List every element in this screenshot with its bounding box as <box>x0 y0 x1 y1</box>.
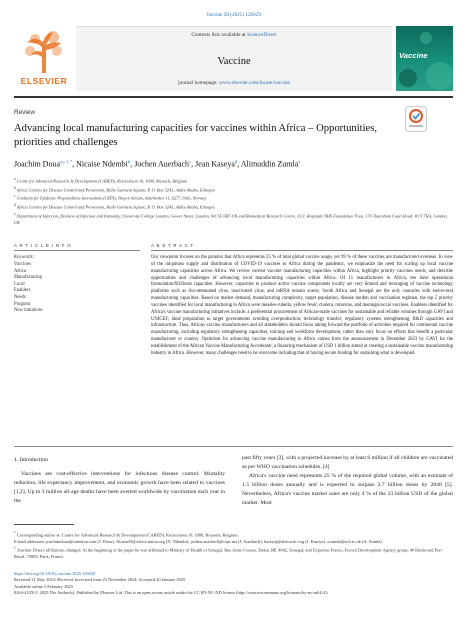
publication-info <box>14 571 454 596</box>
author-name[interactable]: Nicaise Ndembi <box>76 159 128 169</box>
intro-column-right <box>242 454 453 507</box>
keyword-item: Program <box>14 301 31 307</box>
publication-history: Received 21 May 2024; Received in revised form 25 November 2024; Accepted 20 January 2025 <box>14 577 186 583</box>
affiliation-list <box>14 176 454 226</box>
check-for-updates-glyph <box>406 107 426 131</box>
author-separator: , <box>130 159 135 169</box>
cover-title: Vaccine <box>399 51 428 60</box>
keyword-item: Local <box>14 281 25 287</box>
author-separator: , <box>72 159 77 169</box>
section-heading-introduction: 1. Introduction <box>14 457 48 463</box>
publisher-logo[interactable] <box>14 26 74 91</box>
affiliation-item: $^d$ Africa Centres for Disease Control and Prevention, Haile Garment Square, P. O. Box 3243, Addis-Ababa, Ethiopia <box>14 203 215 210</box>
journal-homepage-link[interactable]: www.elsevier.com/locate/vaccine <box>219 80 290 86</box>
keyword-item: Africa <box>14 268 26 274</box>
keyword-item: Vaccines <box>14 262 31 267</box>
keyword-item: Enablers <box>14 288 31 294</box>
elsevier-tree-icon <box>23 29 65 73</box>
journal-masthead <box>14 26 453 91</box>
author-affiliation-mark[interactable]: b <box>127 159 131 164</box>
journal-title: Vaccine <box>217 56 251 67</box>
author-name[interactable]: Alimuddin Zumla <box>240 159 299 169</box>
article-title: Advancing local manufacturing capacities for vaccines within Africa – Opportunities, priorities and challenges <box>14 123 378 148</box>
intro-paragraph: Africa's vaccine need represents 25 % of the required global volume, with an estimate of 1.5 billion doses annually and is expected to surpass 2.7 billion doses by 2040 [5]. Nevertheless, Africa's vaccine market sales are only 4 % of the 33 billion USD of the global market. Most <box>242 472 453 506</box>
author-name[interactable]: Jochen Auerbach <box>134 159 190 169</box>
online-date: Available online 5 February 2025 <box>14 583 73 589</box>
footnote-item: * Corresponding author at: Centre for Advanced Research & Development (CARED), Keizerslaan 10, 1000, Brussels, Belgium. <box>14 531 239 538</box>
contents-line: Contents lists available at ScienceDirect <box>191 32 277 38</box>
abstract-divider <box>151 250 453 251</box>
author-name[interactable]: Joachim Doua <box>14 159 60 169</box>
keywords-list <box>14 262 43 315</box>
keyword-item: Manufacturing <box>14 275 42 281</box>
keyword-item: Needs <box>14 294 26 300</box>
abstract-heading: A B S T R A C T <box>151 243 194 248</box>
affiliation-item: $^a$ Centre for Advanced Research & Development (CARED), Keizerslaan 10, 1000, Brussels, Belgium <box>14 177 188 184</box>
footnote-item: $^1$ Joachim Doua's affiliations changed. At the beginning of the paper he was affiliated to Ministry of Health of Senegal, Rue Aime Cesaire, Dakar, BP, 4042, Senegal; and Expertise France, French Development Agency group, 40 Boulevard Port Royal, 75005, Paris, France. <box>14 546 442 559</box>
article-info-heading: A R T I C L E I N F O <box>14 243 72 248</box>
header-divider <box>14 96 453 98</box>
article-info-divider <box>14 250 140 251</box>
publisher-name: ELSEVIER <box>20 76 68 86</box>
keyword-item: New initiatives <box>14 308 43 314</box>
journal-banner <box>76 26 392 91</box>
license-statement: 0264-410X/© 2025 The Author(s). Published by Elsevier Ltd. This is an open access article under the CC BY-NC-ND license (http://creativecommons.org/licenses/by-nc-nd/4.0/). <box>14 589 329 595</box>
sciencedirect-link[interactable]: ScienceDirect <box>246 32 277 38</box>
footnote-item: E-mail addresses: joachimdoua@caredrsn.com (J. Doua), NicaiseN@africa-union.org (N. Ndembi), jochen.auerbach@cepi.net (J. Auerbach), kaseyaj@africacdc.org (J. Kaseya), a.zumla@ucl.ac.uk (A. Zumla). <box>14 538 383 544</box>
author-affiliation-mark[interactable]: e <box>298 159 301 164</box>
affiliation-item: $^c$ Coalition for Epidemic Preparedness Innovations (CEPI), Skoyen Atrium, Askekroken 11, 0277, Oslo, Norway <box>14 194 207 201</box>
footnotes <box>14 530 454 560</box>
author-separator: , <box>191 159 196 169</box>
author-name[interactable]: Jean Kaseya <box>195 159 235 169</box>
intro-paragraph: past fifty years [3], with a projected increase by at least 6 million if all children are vaccinated as per WHO vaccination schedules. [4] <box>242 455 453 470</box>
keywords-label: Keywords: <box>14 255 35 260</box>
journal-cover[interactable] <box>396 26 453 91</box>
footnote-divider <box>14 524 74 525</box>
abstract-bottom-divider <box>14 446 453 447</box>
author-affiliation-mark[interactable]: d <box>234 159 238 164</box>
affiliation-item: $^e$ Department of Infection, Division of Infection and Immunity, University College London, Gower Street, London, WC1E 6BT UK and Biomedical Research Centre, UCL Hospitals NHS Foundation Trust, 170 Tottenham Court Road, W1T 7HA, London, UK <box>14 211 448 225</box>
intro-column-left: Vaccines are cost-effective interventions for infectious disease control. Mortality reduction, life expectancy improvement, and economic growth have been related to vaccines [1,2]. Up to 3 million all-age deaths have been averted worldwide by vaccination each year in the <box>14 471 225 504</box>
check-for-updates-icon[interactable] <box>405 106 427 132</box>
author-list <box>14 159 444 169</box>
author-affiliation-mark[interactable]: a,c,1,* <box>60 159 73 164</box>
journal-homepage: journal homepage: www.elsevier.com/locate/vaccine <box>178 80 290 86</box>
author-affiliation-mark[interactable]: c <box>189 159 192 164</box>
article-type: Review <box>14 109 35 116</box>
affiliation-item: $^b$ Africa Centres for Disease Control and Prevention, Haile Garment Square, P. O. Box 3243, Addis-Ababa, Ethiopia <box>14 185 215 193</box>
doi-link[interactable]: https://doi.org/10.1016/j.vaccine.2025.126029 <box>14 571 96 576</box>
author-separator: , <box>237 159 241 169</box>
journal-reference-link[interactable]: Vaccine 50 (2025) 126029 <box>206 12 261 18</box>
abstract-text: Our viewpoint focuses on the paradox that Africa represents 25 % of total global vaccine usage, yet 99 % of these vaccines are manufactured overseas. In view of the iniquitous supply and distribution of COVID-19 vaccines to Africa during the pandemic, we emphasize the need for scaling up local vaccine manufacturing capacities across Africa. We review current vaccine manufacturing capacities within Africa, highlight priority vaccines needs, and describe opportunities and challenges of advancing local manufacturing capacities within Africa. Of 11 manufacturers in Africa, ten have operational formulation/fill/finish capacities. However, capacities to produce active vaccine components locally are very limited and leveraging of vaccine technology platforms such as live-attenuated virus, inactivated virus, and mRNA remain scanty. South Africa and Senegal are the only countries with end-to-end manufacturing capacities. Based on market demand, manufacturing complexity, target population, disease burden and vaccination regimen, the top 5 priority vaccines identified for local manufacturing in Africa were measles-rubella, yellow fever, cholera, rotavirus, and meningococcal vaccines. Enablers identified for Africa's vaccine manufacturing initiatives include: a preferential procurement of African-made vaccines for sustainable and reliable volumes through GAVI and UNICEF; ideal preparation to target governments avoiding overproduction; technology transfer; regulatory systems strengthening, R&D capacities and infrastructure. Thus, African vaccine manufacturers and all stakeholders should focus taking forward the portfolio of activities required for continental vaccine manufacturing, including regulatory strengthening capacities, training and workforce development, rather than only focus on efforts that benefit a particular manufacturer or country. Optimism for advancing vaccine manufacturing in Africa comes from the announcement in December 2023 by GAVI for the establishment of the African Vaccine Manufacturing Accelerator, a financing mechanism of USD 1 billion aimed at creating a sustainable vaccine manufacturing industry in Africa. However, many challenges need to be overcome including that of having secure funding for sustaining what is developed. <box>151 255 453 356</box>
